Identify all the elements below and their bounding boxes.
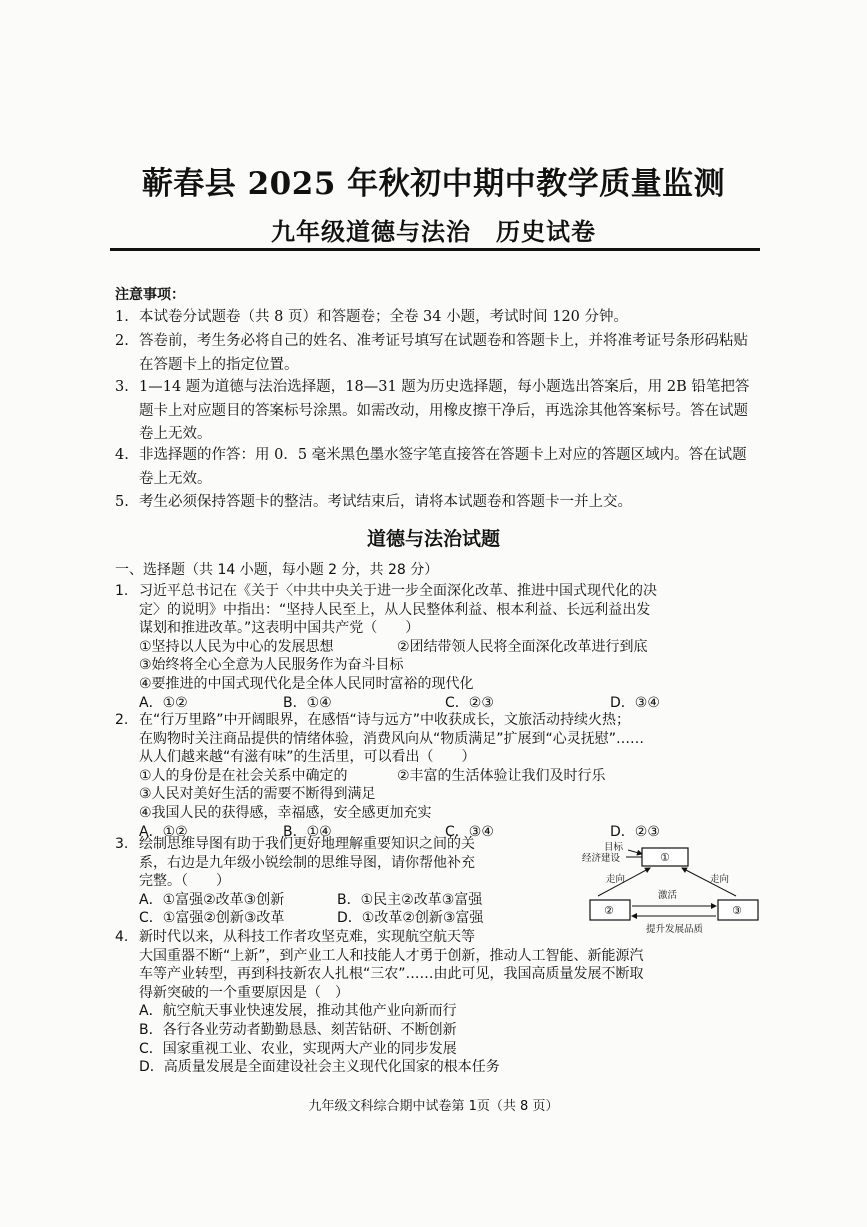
question-number: 2. (115, 712, 129, 728)
statement-4: ④我国人民的获得感，幸福感，安全感更加充实 (139, 804, 432, 821)
mind-map-node-3: ③ (732, 904, 742, 917)
exam-title: 蕲春县 2025 年秋初中期中教学质量监测 (141, 166, 726, 202)
mind-map-label-quality: 提升发展品质 (646, 924, 704, 935)
mind-map-node-1: ① (660, 851, 670, 864)
mind-map-label-left: 走向 (606, 874, 626, 885)
title-divider (110, 248, 760, 251)
option-a: A．①富强②改革③创新 (139, 891, 285, 908)
question-number: 4. (115, 929, 129, 945)
note-text: 非选择题的作答：用 0．5 毫米黑色墨水签字笔直接答在答题卡上对应的答题区域内。答在试题卷上无效。 (139, 447, 747, 487)
question-stem-line: 完整。（ ） (139, 873, 230, 890)
option-a: A．①② (139, 823, 188, 840)
section-title: 道德与法治试题 (366, 528, 500, 550)
statement-2: ②丰富的生活体验让我们及时行乐 (397, 767, 606, 784)
question-stem-line: 从人们越来越“有滋有味”的生活里，可以看出（ ） (139, 749, 476, 766)
exam-subtitle: 九年级道德与法治 历史试卷 (271, 217, 596, 246)
statement-1: ①人的身份是在社会关系中确定的 (139, 767, 348, 784)
mind-map-diagram (560, 836, 760, 936)
option-a: A．①② (139, 694, 188, 711)
note-text: 本试卷分试题卷（共 8 页）和答题卷；全卷 34 小题，考试时间 120 分钟。 (139, 309, 629, 325)
mind-map-arrow (628, 850, 642, 854)
question-stem-line: 绘制思维导图有助于我们更好地理解重要知识之间的关 (139, 836, 475, 852)
option-d: D．①改革②创新③富强 (337, 910, 484, 927)
note-number: 1. (115, 309, 129, 325)
question-stem-line: 大国重器不断“上新”，到产业工人和技能人才勇于创新，推动人工智能、新能源汽 (139, 947, 644, 964)
option-c: C．②③ (445, 694, 494, 711)
part-heading: 一、选择题（共 14 小题，每小题 2 分，共 28 分） (115, 562, 439, 578)
mind-map-node-2: ② (604, 904, 614, 917)
question-stem-line: 得新突破的一个重要原因是（ ） (139, 984, 349, 1001)
mind-map-label-activate: 激活 (658, 890, 678, 901)
note-item (115, 491, 760, 515)
question-stem-line: 在“行万里路”中开阔眼界，在感悟“诗与远方”中收获成长，文旅活动持续火热； (139, 712, 631, 728)
notes-heading: 注意事项： (115, 287, 185, 303)
note-text: 1—14 题为道德与法治选择题，18—31 题为历史选择题，每小题选出答案后，用 2B 铅笔把答题卡上对应题目的答案标号涂黑。如需改动，用橡皮擦干净后，再选涂其他答案标号。答在试题卷上无效。 (139, 379, 750, 442)
question-stem-line: 习近平总书记在《关于〈中共中央关于进一步全面深化改革、推进中国式现代化的决 (139, 583, 657, 599)
page-footer: 九年级文科综合期中试卷第 1页（共 8 页） (308, 1099, 559, 1114)
statement-3: ③人民对美好生活的需要不断得到满足 (139, 786, 376, 803)
option-b: B．①④ (283, 694, 332, 711)
option-b: B．①民主②改革③富强 (337, 891, 483, 908)
note-item (115, 376, 760, 447)
note-number: 2. (115, 333, 129, 349)
question-number: 1. (115, 583, 129, 599)
statement-4: ④要推进的中国式现代化是全体人民同时富裕的现代化 (139, 675, 474, 692)
statement-1: ①坚持以人民为中心的发展思想 (139, 638, 334, 655)
statement-3: ③始终将全心全意为人民服务作为奋斗目标 (139, 657, 404, 674)
note-text: 答卷前，考生务必将自己的姓名、准考证号填写在试题卷和答题卡上，并将准考证号条形码粘贴在答题卡上的指定位置。 (139, 333, 748, 373)
option-d: D．③④ (610, 694, 660, 711)
question-stem-line: 车等产业转型，再到科技新农人扎根“三农”……由此可见，我国高质量发展不断取 (139, 966, 644, 983)
option-d: D．高质量发展是全面建设社会主义现代化国家的根本任务 (139, 1059, 500, 1076)
mind-map-label-goal: 目标 (604, 842, 624, 853)
option-c: C．③④ (445, 823, 494, 840)
note-number: 4. (115, 447, 129, 463)
question-number: 3. (115, 836, 129, 852)
mind-map-label-economy: 经济建设 (582, 853, 621, 864)
question-stem-line: 在购物时关注商品提供的情绪体验，消费风向从“物质满足”扩展到“心灵抚慰”…… (139, 730, 645, 747)
note-item (115, 306, 760, 330)
question-stem-line: 定〉的说明》中指出：“坚持人民至上，从人民整体利益、根本利益、长远利益出发 (139, 601, 651, 618)
note-number: 3. (115, 379, 129, 395)
note-number: 5. (115, 494, 129, 510)
question-stem-line: 谋划和推进改革。”这表明中国共产党（ ） (139, 620, 420, 637)
option-c: C．国家重视工业、农业，实现两大产业的同步发展 (139, 1040, 457, 1057)
option-a: A．航空航天事业快速发展，推动其他产业向新而行 (139, 1003, 457, 1020)
option-d: D．②③ (610, 823, 660, 840)
question-stem-line: 新时代以来，从科技工作者攻坚克难，实现航空航天等 (139, 929, 475, 945)
note-item (115, 444, 760, 491)
question-4 (115, 928, 760, 1077)
question-2 (115, 711, 760, 841)
option-b: B．各行各业劳动者勤勤恳恳、刻苦钻研、不断创新 (139, 1021, 457, 1038)
note-item (115, 330, 760, 377)
option-c: C．①富强②创新③改革 (139, 910, 285, 927)
statement-2: ②团结带领人民将全面深化改革进行到底 (397, 638, 648, 655)
question-1 (115, 582, 760, 712)
question-stem-line: 系，右边是九年级小锐绘制的思维导图，请你帮他补充 (139, 854, 475, 871)
option-b: B．①④ (283, 823, 332, 840)
mind-map-label-right: 走向 (710, 874, 730, 885)
note-text: 考生必须保持答题卡的整洁。考试结束后，请将本试题卷和答题卡一并上交。 (139, 494, 632, 510)
